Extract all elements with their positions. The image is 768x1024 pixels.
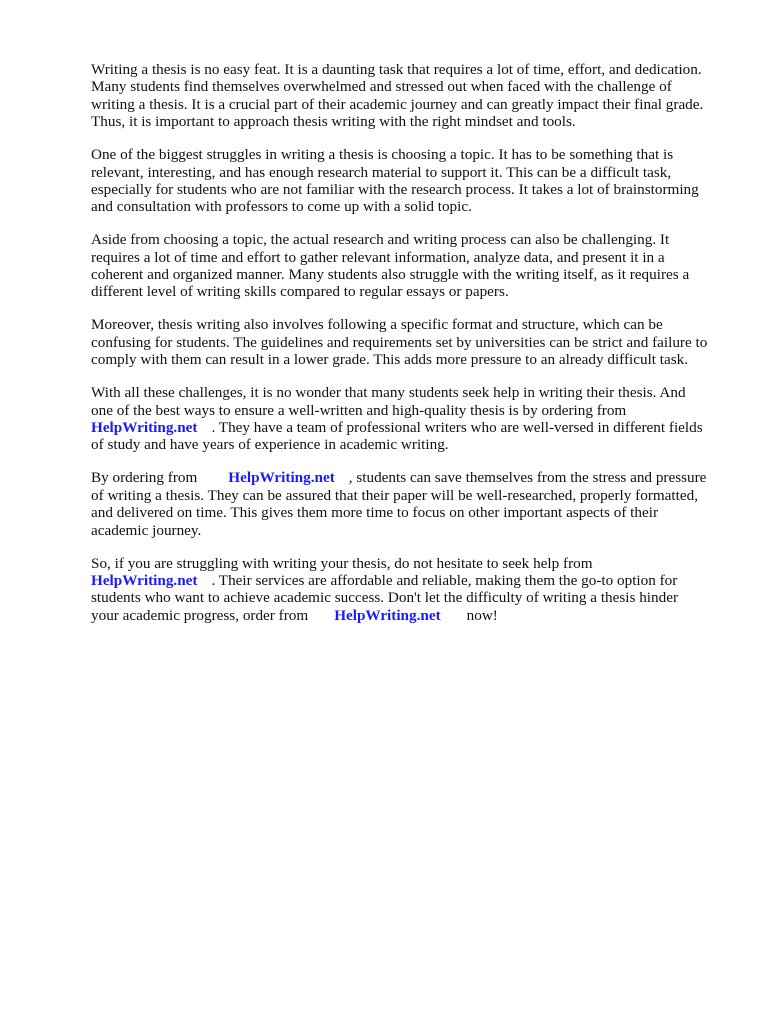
text-line: academic journey. <box>91 521 202 539</box>
text-line: writing a thesis. It is a crucial part of their academic journey and can greatly impact their final grade. <box>91 95 704 113</box>
paragraph-format <box>91 316 731 368</box>
text-line: Moreover, thesis writing also involves following a specific format and structure, which can be <box>91 316 663 334</box>
text-line: of writing a thesis. They can be assured that their paper will be well-researched, properly formatted, <box>91 486 698 504</box>
text-line: coherent and organized manner. Many students also struggle with the writing itself, as it requires a <box>91 266 690 284</box>
text-line: Writing a thesis is no easy feat. It is a daunting task that requires a lot of time, effort, and dedication. <box>91 61 702 78</box>
helpwriting-link[interactable]: HelpWriting.net <box>91 419 198 437</box>
text-line: Aside from choosing a topic, the actual research and writing process can also be challenging. It <box>91 231 670 249</box>
text-line: and consultation with professors to come up with a solid topic. <box>91 198 472 216</box>
paragraph-conclusion <box>91 555 731 625</box>
helpwriting-link[interactable]: HelpWriting.net <box>228 469 335 487</box>
text-line: Many students find themselves overwhelmed and stressed out when faced with the challenge of <box>91 78 672 96</box>
paragraph-intro <box>91 61 731 131</box>
text-fragment: your academic progress, order from <box>91 606 309 624</box>
document-body <box>91 61 731 640</box>
text-fragment: . Their services are affordable and reliable, making them the go-to option for <box>211 571 678 589</box>
text-line: relevant, interesting, and has enough research material to support it. This can be a difficult task, <box>91 163 672 181</box>
helpwriting-link[interactable]: HelpWriting.net <box>91 571 198 589</box>
text-line: requires a lot of time and effort to gather relevant information, analyze data, and present it in a <box>91 248 665 266</box>
text-fragment: . They have a team of professional writers who are well-versed in different fields <box>211 419 703 437</box>
text-fragment: By ordering from <box>91 469 198 487</box>
text-line: comply with them can result in a lower grade. This adds more pressure to an already difficult task. <box>91 351 689 369</box>
text-line: confusing for students. The guidelines and requirements set by universities can be strict and failure to <box>91 333 708 351</box>
helpwriting-link[interactable]: HelpWriting.net <box>334 606 441 624</box>
text-line <box>91 469 731 486</box>
text-line: With all these challenges, it is no wonder that many students seek help in writing their thesis. And <box>91 384 686 402</box>
paragraph-ordering <box>91 469 731 539</box>
text-line: Thus, it is important to approach thesis writing with the right mindset and tools. <box>91 113 576 131</box>
text-line: different level of writing skills compared to regular essays or papers. <box>91 283 509 301</box>
text-fragment: now! <box>466 606 498 624</box>
text-line: So, if you are struggling with writing your thesis, do not hesitate to seek help from <box>91 554 593 572</box>
text-fragment: , students can save themselves from the stress and pressure <box>348 469 707 487</box>
paragraph-research <box>91 231 731 301</box>
text-line: of study and have years of experience in academic writing. <box>91 436 449 454</box>
text-line: one of the best ways to ensure a well-written and high-quality thesis is by ordering from <box>91 401 627 419</box>
paragraph-topic <box>91 146 731 216</box>
text-line: One of the biggest struggles in writing a thesis is choosing a topic. It has to be something that is <box>91 146 674 164</box>
text-line: students who want to achieve academic success. Don't let the difficulty of writing a thesis hinder <box>91 589 679 607</box>
text-line: and delivered on time. This gives them more time to focus on other important aspects of their <box>91 504 659 522</box>
text-line: especially for students who are not familiar with the research process. It takes a lot of brainstorming <box>91 180 699 198</box>
text-line <box>91 607 731 624</box>
paragraph-challenges <box>91 384 731 454</box>
text-line <box>91 572 731 589</box>
text-line <box>91 419 731 436</box>
